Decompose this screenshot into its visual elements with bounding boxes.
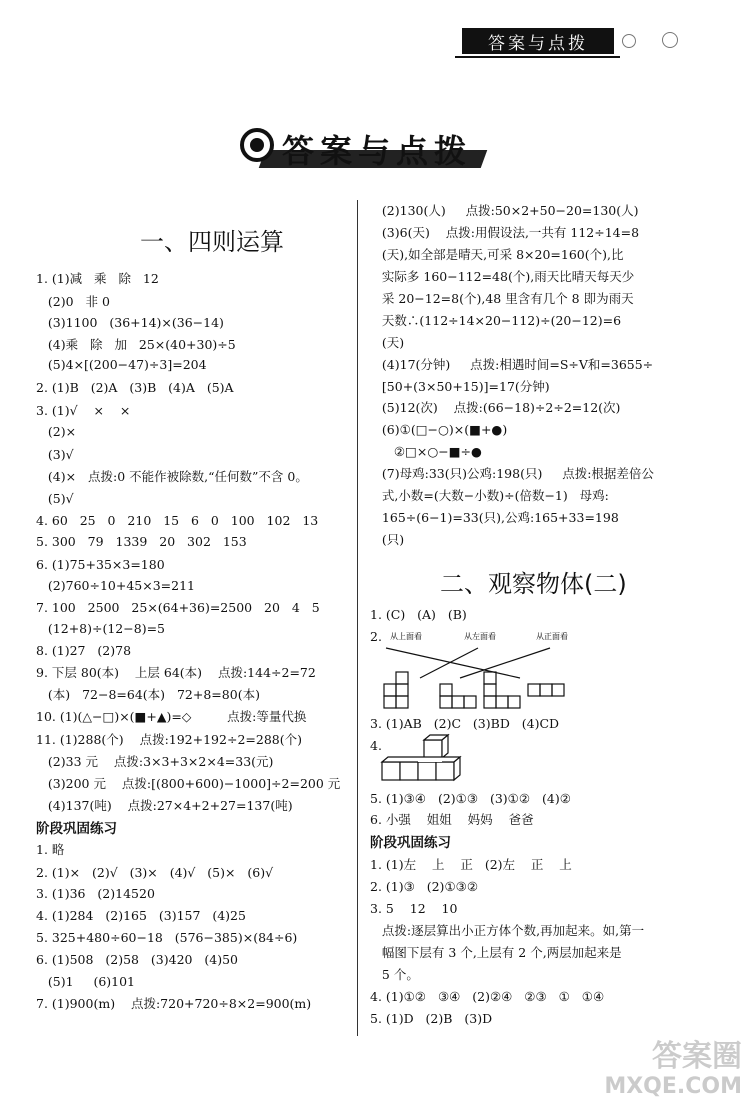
answer-line: 4. (1)284 (2)165 (3)157 (4)25 (36, 908, 246, 923)
answer-line: 点拨:逐层算出小正方体个数,再加起来。如,第一 (370, 923, 645, 938)
header-rule (455, 56, 620, 58)
answer-line: 2. (1)③ (2)①③② (370, 879, 479, 894)
answer-line: 5. (1)D (2)B (3)D (370, 1011, 493, 1026)
answer-line: 6. (1)508 (2)58 (3)420 (4)50 (36, 952, 239, 967)
answer-line: 4. (1)①② ③④ (2)②④ ②③ ① ①④ (370, 989, 605, 1004)
cube-stack-figure (382, 740, 472, 784)
answer-line: 3. 5 12 10 (370, 901, 458, 916)
column-divider (357, 200, 358, 1036)
answer-line: (2)130(人) 点拨:50×2+50−20=130(人) (370, 203, 639, 218)
answer-line: 5. (1)③④ (2)①③ (3)①② (4)② (370, 791, 571, 806)
answer-line: (4)137(吨) 点拨:27×4+2+27=137(吨) (36, 798, 293, 813)
watermark: 答案圈 MXQE.COM (604, 1039, 742, 1099)
answer-line: 2. (1)× (2)√ (3)× (4)√ (5)× (6)√ (36, 865, 274, 880)
answer-line: 4. 60 25 0 210 15 6 0 100 102 13 (36, 513, 319, 528)
view-label: 从正面看 (536, 632, 568, 641)
view-shapes (380, 672, 580, 712)
answer-line: (3)6(天) 点拨:用假设法,一共有 112÷14=8 (370, 225, 640, 240)
answer-line: (3)1100 (36+14)×(36−14) (36, 315, 224, 330)
answer-line: (天) (370, 335, 405, 350)
view-label: 从左面看 (464, 632, 496, 641)
answer-line: 165÷(6−1)=33(只),公鸡:165+33=198 (370, 510, 619, 525)
answer-line: (4)17(分钟) 点拨:相遇时间=S÷V和=3655÷ (370, 357, 654, 372)
answer-line: 2. (370, 629, 382, 644)
answer-line: (5)12(次) 点拨:(66−18)÷2÷2=12(次) (370, 400, 621, 415)
answer-line: 2. (1)B (2)A (3)B (4)A (5)A (36, 380, 234, 395)
answer-line: (12+8)÷(12−8)=5 (36, 621, 165, 636)
answer-line: 3. (1)AB (2)C (3)BD (4)CD (370, 716, 560, 731)
answer-line: 实际多 160−112=48(个),雨天比晴天每天少 (370, 269, 635, 284)
answer-line: 阶段巩固练习 (370, 835, 451, 851)
answer-line: (2)33 元 点拨:3×3+3×2×4=33(元) (36, 754, 274, 769)
section-title-observing: 二、观察物体(二) (440, 570, 627, 598)
answer-line: (只) (370, 532, 405, 547)
answer-line: 5 个。 (370, 967, 419, 982)
answer-line: 采 20−12=8(个),48 里含有几个 8 即为雨天 (370, 291, 634, 306)
answer-line: 3. (1)√ × × (36, 403, 131, 418)
answer-line: 5. 300 79 1339 20 302 153 (36, 534, 247, 549)
answer-line: (5)4×[(200−47)÷3]=204 (36, 357, 207, 372)
answer-line: (4)乘 除 加 25×(40+30)÷5 (36, 337, 236, 352)
answer-line: 1. (1)左 上 正 (2)左 正 上 (370, 857, 572, 872)
running-header: 答案与点拨 (462, 28, 614, 54)
answer-line: 幅图下层有 3 个,上层有 2 个,两层加起来是 (370, 945, 622, 960)
answer-line: [50+(3×50+15)]=17(分钟) (370, 379, 550, 394)
answer-line: ②□×○−■÷● (370, 444, 482, 459)
answer-line: 1. 略 (36, 842, 65, 857)
answer-line: (6)①(□−○)×(■+●) (370, 422, 508, 437)
answer-line: (本) 72−8=64(本) 72+8=80(本) (36, 687, 260, 702)
header-ornament-icon (662, 32, 678, 48)
answer-line: (3)200 元 点拨:[(800+600)−1000]÷2=200 元 (36, 776, 341, 791)
answer-line: 1. (1)减 乘 除 12 (36, 271, 159, 286)
answer-line: 7. (1)900(m) 点拨:720+720÷8×2=900(m) (36, 996, 312, 1011)
answer-line: (天),如全部是晴天,可采 8×20=160(个),比 (370, 247, 624, 262)
answer-line: 6. 小强 姐姐 妈妈 爸爸 (370, 812, 534, 827)
answer-line: (2)760÷10+45×3=211 (36, 578, 196, 593)
answer-line: (5)1 (6)101 (36, 974, 136, 989)
answer-line: 11. (1)288(个) 点拨:192+192÷2=288(个) (36, 732, 302, 747)
banner-bullet-icon (240, 128, 274, 162)
answer-line: 3. (1)36 (2)14520 (36, 886, 155, 901)
answer-line: 1. (C) (A) (B) (370, 607, 467, 622)
answer-line: (2)0 非 0 (36, 294, 110, 309)
answer-line: (2)× (36, 424, 77, 439)
answer-line: 6. (1)75+35×3=180 (36, 557, 165, 572)
answer-line: 4. (370, 738, 382, 753)
answer-line: (7)母鸡:33(只)公鸡:198(只) 点拨:根据差倍公 (370, 466, 654, 481)
answer-line: 10. (1)(△−□)×(■+▲)=◇ 点拨:等量代换 (36, 709, 307, 724)
answer-line: (5)√ (36, 491, 74, 506)
answer-line: (4)× 点拨:0 不能作被除数,“任何数”不含 0。 (36, 469, 308, 484)
answer-line: 8. (1)27 (2)78 (36, 643, 132, 658)
banner-title: 答案与点拨 (282, 132, 473, 170)
answer-line: 式,小数=(大数−小数)÷(倍数−1) 母鸡: (370, 488, 609, 503)
view-label: 从上面看 (390, 632, 422, 641)
answer-line: 阶段巩固练习 (36, 821, 117, 837)
answer-line: 7. 100 2500 25×(64+36)=2500 20 4 5 (36, 600, 320, 615)
answer-line: 5. 325+480÷60−18 (576−385)×(84÷6) (36, 930, 298, 945)
section-title-arithmetic: 一、四则运算 (140, 228, 284, 256)
answer-line: 9. 下层 80(本) 上层 64(本) 点拨:144÷2=72 (36, 665, 316, 680)
answer-line: (3)√ (36, 447, 74, 462)
header-ornament-icon (622, 34, 636, 48)
answer-line: 天数∴(112÷14×20−112)÷(20−12)=6 (370, 313, 622, 328)
